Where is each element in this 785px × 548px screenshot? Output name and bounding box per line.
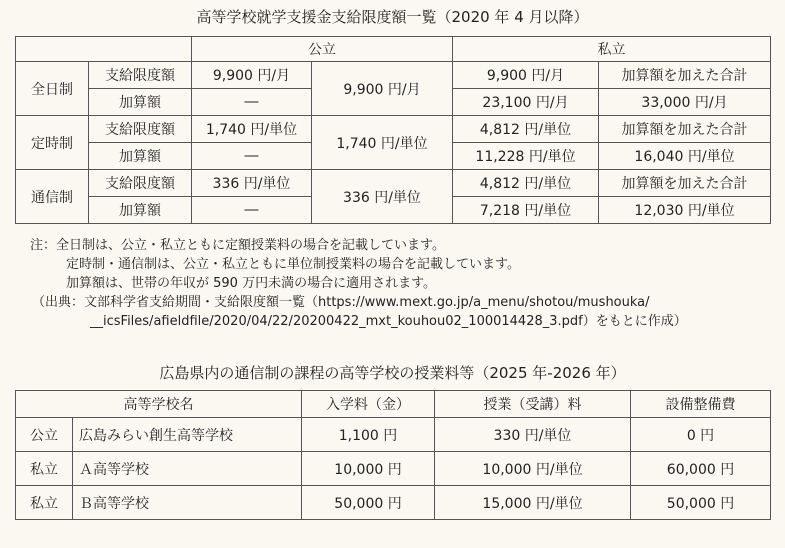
public-limit: 336 円/単位: [192, 170, 312, 197]
header-school-name: 高等学校名: [16, 391, 302, 418]
row-label-add: 加算額: [89, 89, 192, 116]
public-total: 336 円/単位: [312, 170, 453, 224]
table-header-row: [16, 391, 771, 418]
row-label-add: 加算額: [89, 197, 192, 224]
private-total: 16,040 円/単位: [599, 143, 771, 170]
row-label-add: 加算額: [89, 143, 192, 170]
facility-fee: 50,000 円: [631, 486, 771, 520]
entry-fee: 50,000 円: [302, 486, 435, 520]
table-header-row: [16, 37, 771, 62]
source-line: __icsFiles/afieldfile/2020/04/22/20200422_mxt_kouhou02_100014428_3.pdf）をもとに作成）: [90, 314, 687, 329]
note-line: 定時制・通信制は、公立・私立ともに単位制授業料の場合を記載しています。: [66, 257, 520, 272]
header-facility-fee: 設備整備費: [631, 391, 771, 418]
public-total: 1,740 円/単位: [312, 116, 453, 170]
private-total: 33,000 円/月: [599, 89, 771, 116]
note-line: 注：全日制は、公立・私立ともに定額授業料の場合を記載しています。: [30, 238, 445, 253]
school-type: 私立: [16, 452, 73, 486]
notes: [30, 236, 780, 331]
public-add: ―: [192, 89, 312, 116]
facility-fee: 0 円: [631, 418, 771, 452]
note-line: 加算額は、世帯の年収が 590 万円未満の場合に適用されます。: [66, 276, 437, 291]
table-row: [16, 452, 771, 486]
private-limit: 4,812 円/単位: [453, 116, 599, 143]
public-total: 9,900 円/月: [312, 62, 453, 116]
header-private: 私立: [453, 37, 771, 62]
public-limit: 9,900 円/月: [192, 62, 312, 89]
private-add: 23,100 円/月: [453, 89, 599, 116]
tuition-table: [15, 390, 771, 520]
source-line: （出典：文部科学省支給期間・支給限度額一覧（https://www.mext.go.jp/a_menu/shotou/mushouka/: [32, 295, 650, 310]
row-label-limit: 支給限度額: [89, 62, 192, 89]
table-row: [16, 170, 771, 197]
row-label-limit: 支給限度額: [89, 116, 192, 143]
private-limit: 4,812 円/単位: [453, 170, 599, 197]
private-total-label: 加算額を加えた合計: [599, 116, 771, 143]
tuition-fee: 10,000 円/単位: [435, 452, 631, 486]
tuition-fee: 15,000 円/単位: [435, 486, 631, 520]
support-limit-table: [15, 36, 771, 224]
school-type: 公立: [16, 418, 73, 452]
school-type: 私立: [16, 486, 73, 520]
private-add: 7,218 円/単位: [453, 197, 599, 224]
table1-title: 高等学校就学支援金支給限度額一覧（2020 年 4 月以降）: [196, 8, 589, 26]
header-entry-fee: 入学料（金）: [302, 391, 435, 418]
table-row: [16, 486, 771, 520]
tuition-fee: 330 円/単位: [435, 418, 631, 452]
public-limit: 1,740 円/単位: [192, 116, 312, 143]
entry-fee: 1,100 円: [302, 418, 435, 452]
private-total-label: 加算額を加えた合計: [599, 62, 771, 89]
school-name: Ａ高等学校: [73, 452, 302, 486]
row-label-limit: 支給限度額: [89, 170, 192, 197]
school-name: 広島みらい創生高等学校: [73, 418, 302, 452]
course-name: 全日制: [16, 62, 89, 116]
header-public: 公立: [192, 37, 453, 62]
table2-title: 広島県内の通信制の課程の高等学校の授業料等（2025 年-2026 年）: [159, 364, 626, 382]
private-limit: 9,900 円/月: [453, 62, 599, 89]
course-name: 定時制: [16, 116, 89, 170]
private-add: 11,228 円/単位: [453, 143, 599, 170]
table-row: [16, 116, 771, 143]
entry-fee: 10,000 円: [302, 452, 435, 486]
public-add: ―: [192, 143, 312, 170]
table-row: [16, 62, 771, 89]
school-name: Ｂ高等学校: [73, 486, 302, 520]
table-row: [16, 418, 771, 452]
header-blank: [16, 37, 192, 62]
private-total: 12,030 円/単位: [599, 197, 771, 224]
header-tuition: 授業（受講）料: [435, 391, 631, 418]
facility-fee: 60,000 円: [631, 452, 771, 486]
course-name: 通信制: [16, 170, 89, 224]
private-total-label: 加算額を加えた合計: [599, 170, 771, 197]
public-add: ―: [192, 197, 312, 224]
